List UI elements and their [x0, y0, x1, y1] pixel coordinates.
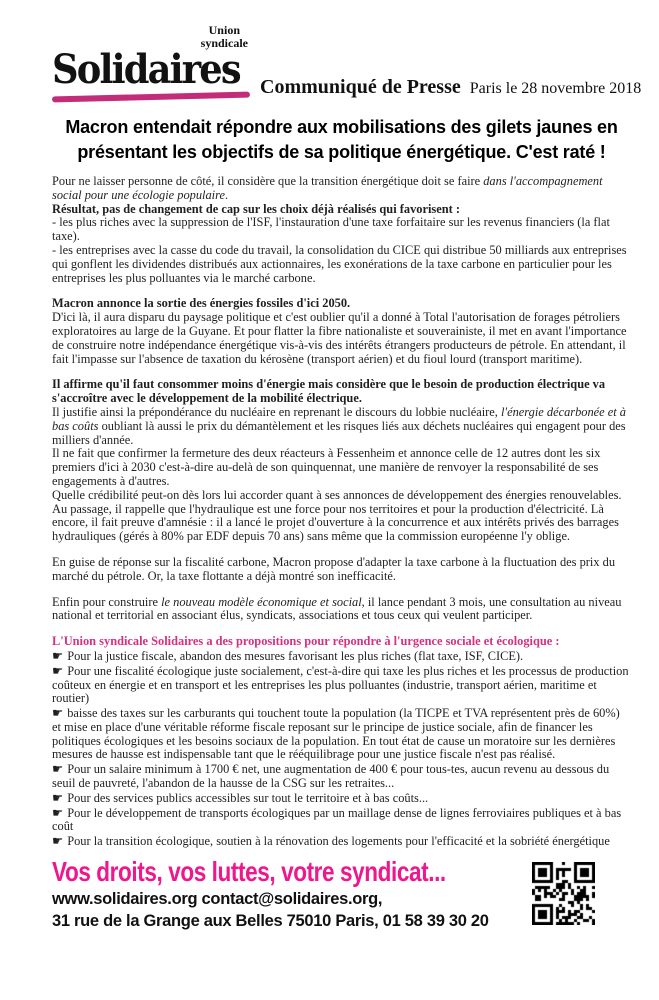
- proposals-heading: L'Union syndicale Solidaires a des propositions pour répondre à l'urgence sociale et écologique :: [52, 634, 560, 649]
- paragraph: - les entreprises avec la casse du code du travail, la consolidation du CICE qui distribue 50 milliards aux entreprises qui gonflent les dividendes distribués aux actionnaires, les exonérations de la taxe carbone en particulier pour les entreprises les plus polluantes via le marché carbone.: [52, 242, 627, 285]
- doc-type-label: Communiqué de Presse: [260, 76, 461, 98]
- paragraph: - les plus riches avec la suppression de l'ISF, l'instauration d'une taxe forfaitaire sur les revenus financiers (la flat taxe).: [52, 215, 610, 244]
- website-email-line: www.solidaires.org contact@solidaires.org,: [52, 889, 383, 908]
- dateline: Paris le 28 novembre 2018: [469, 80, 642, 97]
- paragraph: Enfin pour construire le nouveau modèle économique et social, il lance pendant 3 mois, une consultation au niveau national et territorial en associant élus, syndicats, associations et tous ceux qui veulent participer.: [52, 594, 622, 623]
- doc-type-line: [260, 76, 641, 100]
- pointing-hand-icon: ☛: [52, 761, 68, 777]
- footer-contact-block: [52, 856, 532, 932]
- qr-code: [532, 862, 595, 925]
- pointing-hand-icon: ☛: [52, 833, 68, 849]
- document-body: [52, 175, 631, 849]
- bullet-item: ☛ Pour le développement de transports écologiques par un maillage dense de lignes ferroviaires publiques et à bas coût: [52, 804, 622, 834]
- footer: [52, 856, 631, 932]
- paragraph: Pour ne laisser personne de côté, il considère que la transition énergétique doit se faire dans l'accompagnement social pour une écologie populaire.: [52, 174, 603, 202]
- slogan: Vos droits, vos luttes, votre syndicat...: [52, 856, 446, 888]
- paragraph: Quelle crédibilité peut-on dès lors lui accorder quant à ses annonces de développement des énergies renouvelables. Au passage, il rappelle que l'hydraulique est une force pour nos territoires et pour la production d'électricité. Là encore, il fait preuve d'amnésie : il a lancé le projet d'ouverture à la concurrence et aux intérêts privés des barrages hydrauliques (gérés à 80% par EDF depuis 70 ans) sans même que la commission européenne l'y oblige.: [52, 487, 622, 544]
- paragraph: En guise de réponse sur la fiscalité carbone, Macron propose d'adapter la taxe carbone à la fluctuation des prix du marché du pétrole. Or, la taxe flottante a déjà montré son inefficacité.: [52, 554, 616, 583]
- pointing-hand-icon: ☛: [52, 789, 68, 805]
- paragraph: Il ne fait que confirmer la fermeture des deux réacteurs à Fessenheim et annonce celle de 12 autres dont les six premiers d'ici à 2030 c'est-à-dire au-delà de son quinquennat, une manière de renvoyer la responsabilité de ses engagements à d'autres.: [52, 446, 601, 488]
- bullet-item: ☛ Pour la justice fiscale, abandon des mesures favorisant les plus riches (flat taxe, ISF, CICE).: [52, 647, 524, 663]
- pointing-hand-icon: ☛: [52, 705, 68, 721]
- header: [52, 23, 642, 100]
- pointing-hand-icon: ☛: [52, 647, 68, 663]
- paragraph: Résultat, pas de changement de cap sur les choix déjà réalisés qui favorisent :: [52, 201, 460, 216]
- bullet-item: ☛ baisse des taxes sur les carburants qui touchent toute la population (la TICPE et TVA représentent près de 60%) et mise en place d'une véritable réforme fiscale reposant sur le principe de justice sociale, afin de financer les politiques écologiques et les besoins sociaux de la population. En tout état de cause un moratoire sur les dernières mesures de hausse est indispensable tant que le rééquilibrage pour une justice fiscale n'est pas réalisé.: [52, 705, 620, 762]
- logo-wordmark: Solidaires: [52, 46, 240, 93]
- paragraph: Macron annonce la sortie des énergies fossiles d'ici 2050.: [52, 296, 351, 311]
- headline: Macron entendait répondre aux mobilisations des gilets jaunes en présentant les objectifs de sa politique énergétique. C'est raté !: [65, 117, 618, 162]
- pointing-hand-icon: ☛: [52, 804, 68, 820]
- solidaires-logo: [52, 24, 250, 100]
- bullet-item: ☛ Pour des services publics accessibles sur tout le territoire et à bas coûts...: [52, 789, 429, 805]
- bullet-item: ☛ Pour une fiscalité écologique juste socialement, c'est-à-dire qui taxe les plus riches et les processus de production coûteux en énergie et en transport et les entreprises les plus polluantes (industrie, transport aérien, maritime et routier): [52, 662, 629, 706]
- logo-union-line1: Union: [208, 23, 240, 37]
- address-phone-line: 31 rue de la Grange aux Belles 75010 Paris, 01 58 39 30 20: [52, 911, 489, 930]
- paragraph: D'ici là, il aura disparu du paysage politique et c'est oublier qu'il a donné à Total l'autorisation de forages pétroliers exploratoires au large de la Guyane. Et pour flatter la fibre nationaliste et souverainiste, il met en avant l'importance de construire notre indépendance énergétique vis-à-vis des intérêts étrangers producteurs de pétrole. En attendant, il fait l'impasse sur l'absence de taxation du kérosène (transport aérien) et du fioul lourd (transport maritime).: [52, 310, 627, 366]
- bullet-item: ☛ Pour un salaire minimum à 1700 € net, une augmentation de 400 € pour tous-tes, aucun revenu au dessous du seuil de pauvreté, l'abandon de la hausse de la CSG sur les retraites...: [52, 761, 610, 791]
- pointing-hand-icon: ☛: [52, 662, 68, 678]
- logo-union-line2: syndicale: [200, 36, 248, 50]
- bullet-item: ☛ Pour la transition écologique, soutien à la rénovation des logements pour l'efficacité et la sobriété énergétique: [52, 833, 610, 849]
- paragraph: Il justifie ainsi la prépondérance du nucléaire en reprenant le discours du lobbie nucléaire, l'énergie décarbonée et à bas coûts oubliant là aussi le prix du démantèlement et les risques liés aux déchets nucléaires qui engagent pour des milliers d'année.: [52, 404, 626, 447]
- logo-underline-stroke: [52, 92, 250, 103]
- paragraph: Il affirme qu'il faut consommer moins d'énergie mais considère que le besoin de production électrique va s'accroître avec le développement de la mobilité électrique.: [52, 377, 606, 406]
